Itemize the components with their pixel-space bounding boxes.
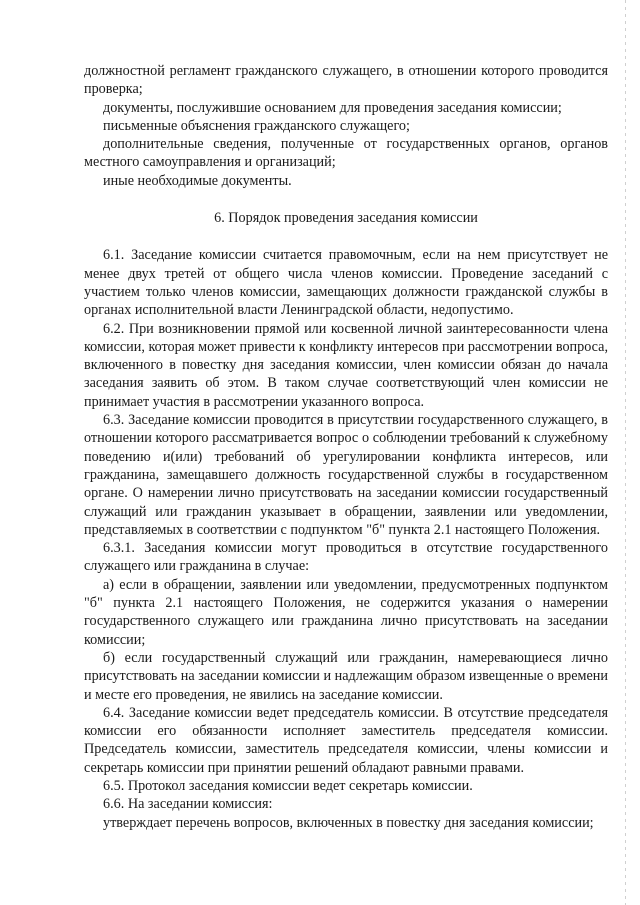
paragraph-6-2: 6.2. При возникновении прямой или косвенной личной заинтересованности члена комиссии, которая может привести к конфликту интересов при рассмотрении вопроса, включенного в повестку дня заседания комиссии, член комиссии обязан до начала заседания заявить об этом. В таком случае соответствующий член комиссии не принимает участия в рассмотрении указанного вопроса.: [84, 320, 608, 410]
paragraph-6-3-1-b: б) если государственный служащий или гражданин, намеревающиеся лично присутствовать на заседании комиссии и надлежащим образом извещенные о времени и месте его проведения, не явились на заседание комиссии.: [84, 649, 608, 703]
paragraph-6-3: 6.3. Заседание комиссии проводится в присутствии государственного служащего, в отношении которого рассматривается вопрос о соблюдении требований к служебному поведению и(или) требований об урегулировании конфликта интересов, или гражданина, замещавшего должность государственной службы в государственном органе. О намерении лично присутствовать на заседании комиссии государственный служащий или гражданин указывает в обращении, заявлении или уведомлении, представляемых в соответствии с подпунктом "б" пункта 2.1 настоящего Положения.: [84, 412, 608, 538]
document-body: [84, 62, 608, 832]
list-item-additional-info: дополнительные сведения, полученные от государственных органов, органов местного самоуправления и организаций;: [84, 136, 608, 171]
section-heading: 6. Порядок проведения заседания комиссии: [214, 210, 478, 227]
paragraph-6-6-item: утверждает перечень вопросов, включенных в повестку дня заседания комиссии;: [103, 814, 594, 831]
paragraph-6-1: 6.1. Заседание комиссии считается правомочным, если на нем присутствует не менее двух третей от общего числа членов комиссии. Проведение заседаний с участием только членов комиссии, замещающих должности гражданской службы в органах исполнительной власти Ленинградской области, недопустимо.: [84, 247, 608, 319]
paragraph-6-3-1-a: а) если в обращении, заявлении или уведомлении, предусмотренных подпунктом "б" пункта 2.1 настоящего Положения, не содержится указания о намерении государственного служащего или гражданина лично присутствовать на заседании комиссии;: [84, 576, 608, 648]
paragraph-6-5: 6.5. Протокол заседания комиссии ведет секретарь комиссии.: [103, 777, 473, 794]
paragraph-6-4: 6.4. Заседание комиссии ведет председатель комиссии. В отсутствие председателя комиссии его обязанности исполняет заместитель председателя комиссии. Председатель комиссии, заместитель председателя комиссии, члены комиссии и секретарь комиссии при принятии решений обладают равными правами.: [84, 704, 608, 776]
scan-edge-mark: [625, 0, 626, 905]
list-item-other-documents: иные необходимые документы.: [103, 172, 292, 189]
list-item-documents: документы, послужившие основанием для проведения заседания комиссии;: [103, 99, 562, 116]
paragraph-6-3-1: 6.3.1. Заседания комиссии могут проводиться в отсутствие государственного служащего или гражданина в случае:: [84, 540, 608, 575]
list-item-regulation: должностной регламент гражданского служащего, в отношении которого проводится проверка;: [84, 63, 608, 98]
list-item-explanations: письменные объяснения гражданского служащего;: [103, 117, 410, 134]
paragraph-6-6: 6.6. На заседании комиссия:: [103, 796, 273, 813]
